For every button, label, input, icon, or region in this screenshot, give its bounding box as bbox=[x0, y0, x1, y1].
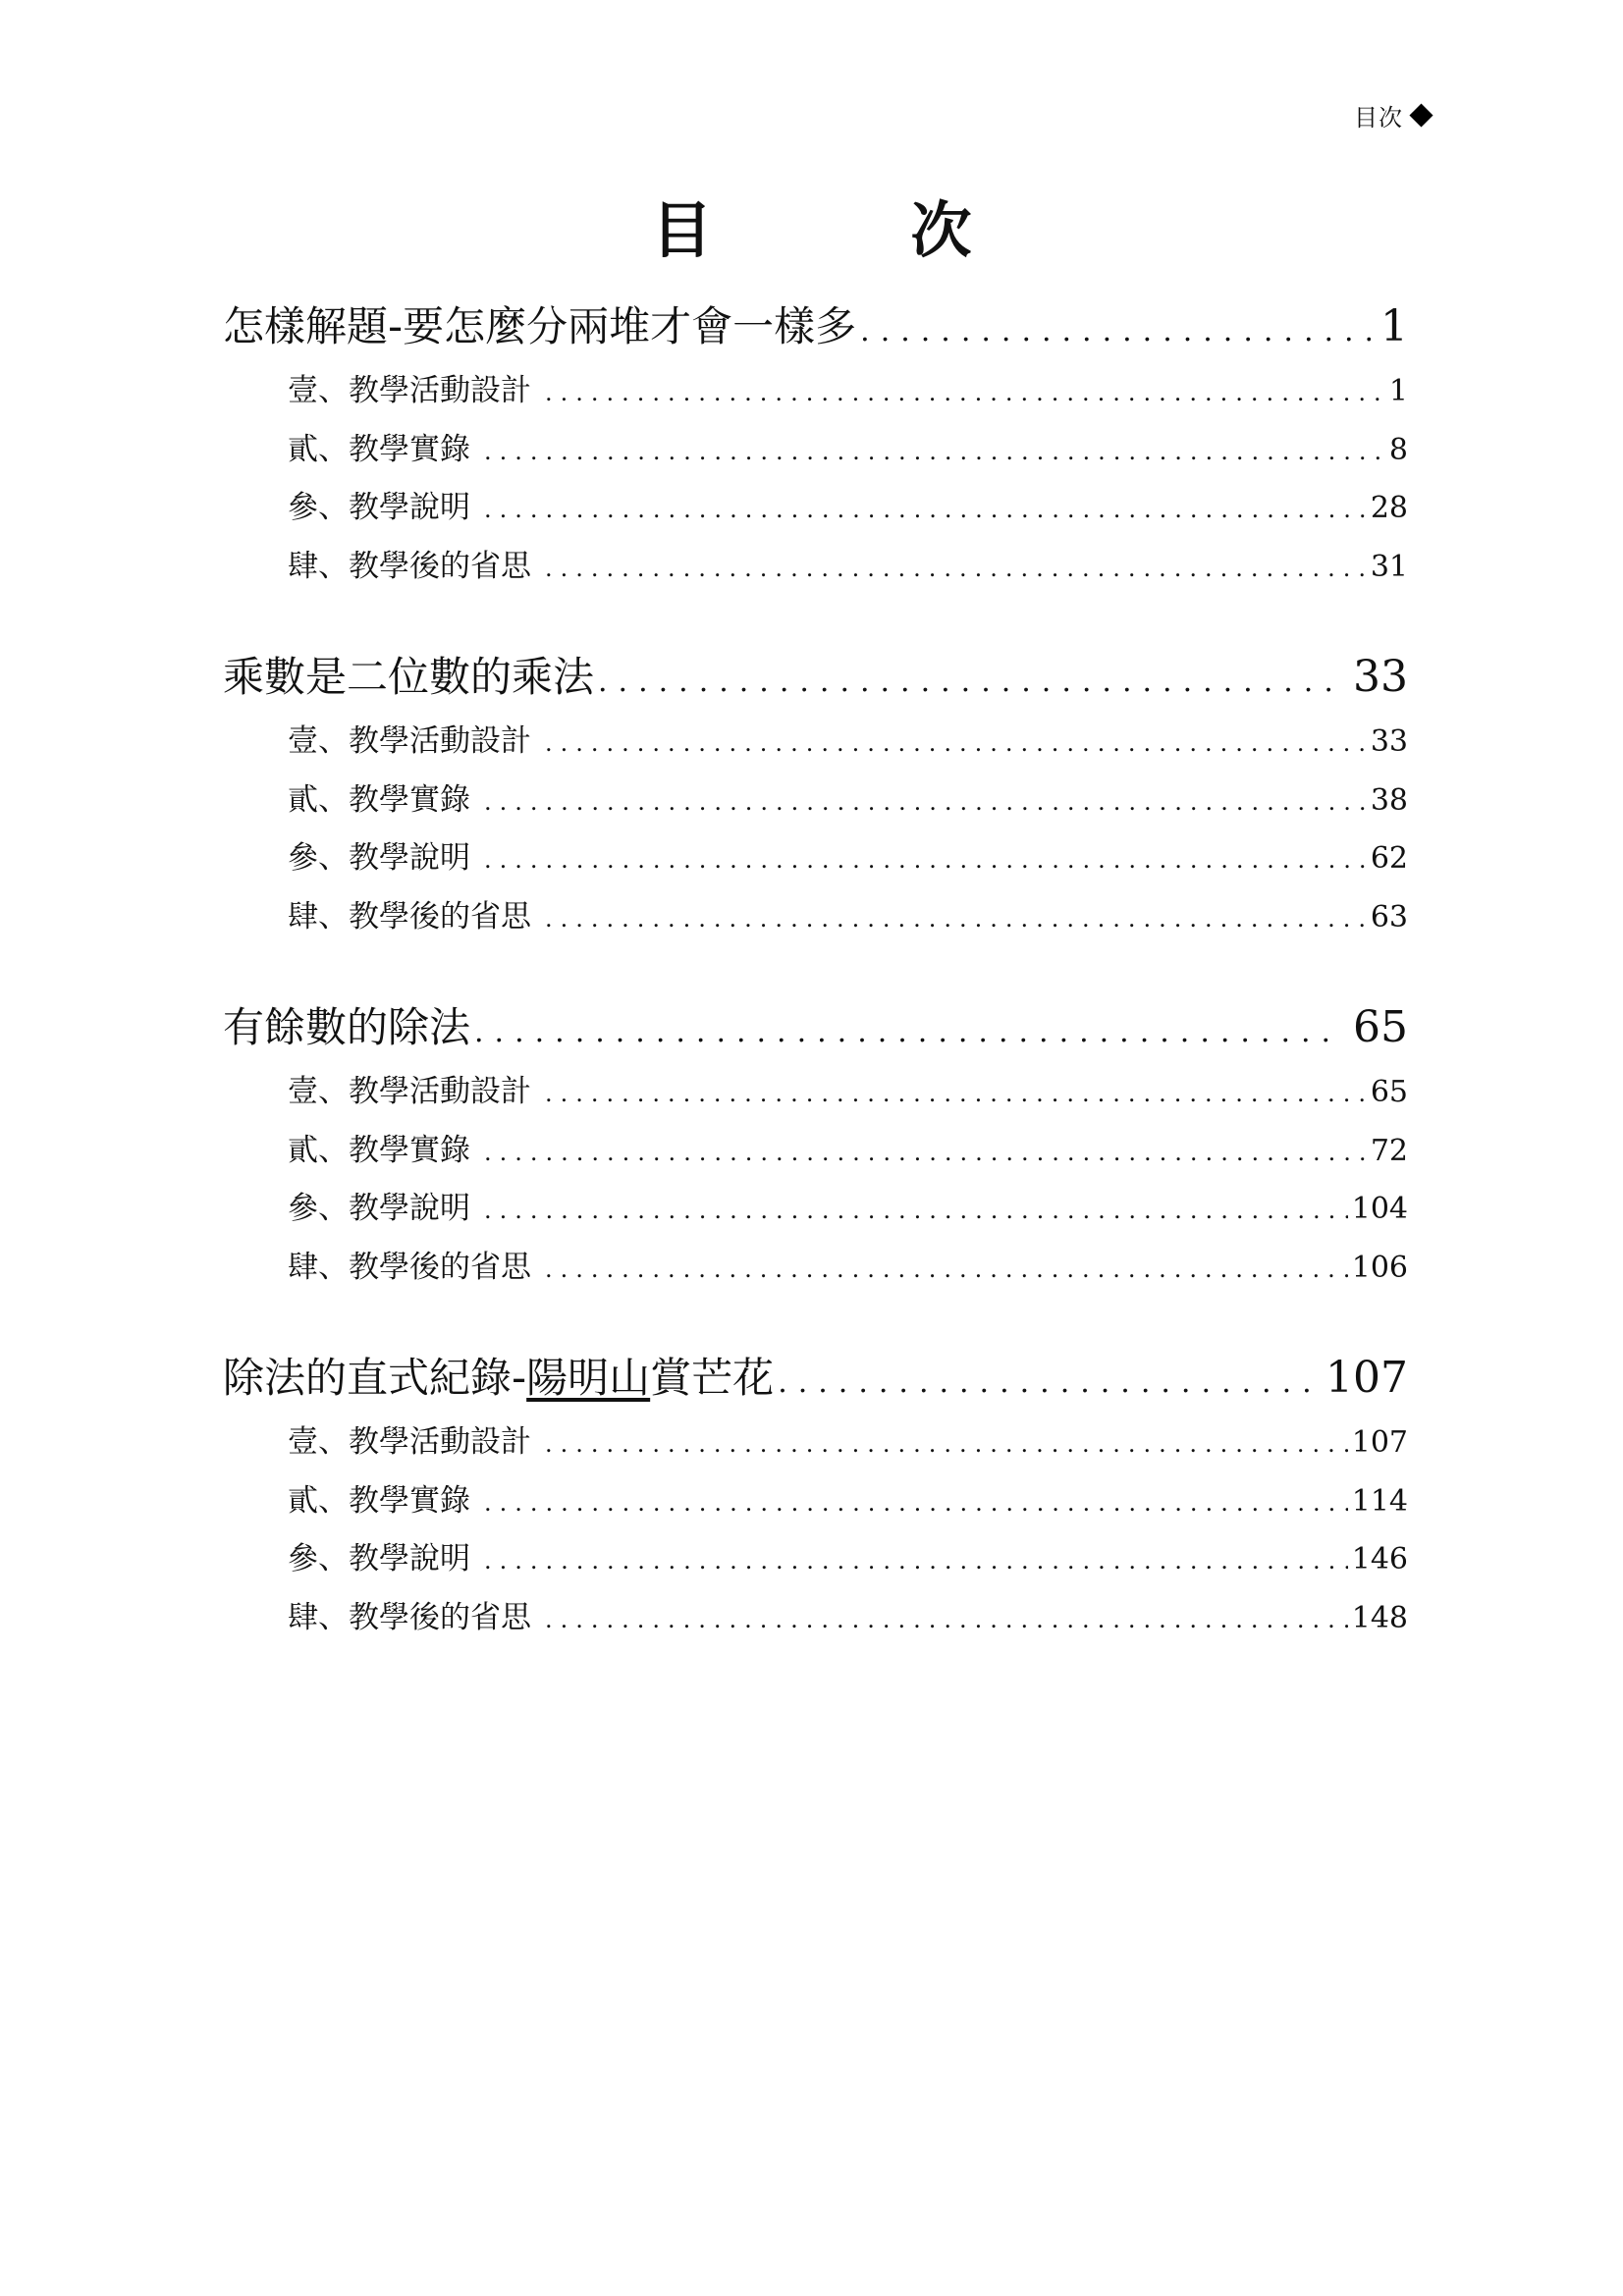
dot-leader bbox=[545, 905, 1367, 933]
section-label: 貳、教學實錄 bbox=[288, 781, 470, 818]
section-label: 壹、教學活動設計 bbox=[288, 1074, 531, 1109]
section-label: 參、教學說明 bbox=[288, 490, 470, 525]
section-entry[interactable] bbox=[288, 716, 1408, 774]
dot-leader bbox=[545, 379, 1385, 406]
section-label: 壹、教學活動設計 bbox=[288, 373, 531, 408]
dot-leader bbox=[778, 1365, 1316, 1400]
section-entry[interactable] bbox=[288, 541, 1408, 600]
section-entry[interactable] bbox=[288, 1592, 1408, 1651]
section-label: 貳、教學實錄 bbox=[288, 1482, 470, 1519]
section-label: 壹、教學活動設計 bbox=[288, 723, 531, 759]
section-label: 參、教學說明 bbox=[288, 1541, 470, 1576]
section-page-number: 107 bbox=[1351, 1425, 1408, 1460]
chapter-title-place-name: 陽明山 bbox=[526, 1354, 651, 1402]
section-page-number: 8 bbox=[1388, 432, 1408, 467]
section-entry[interactable] bbox=[288, 1475, 1408, 1534]
section-label: 肆、教學後的省思 bbox=[288, 548, 531, 584]
chapter-entry[interactable] bbox=[223, 995, 1408, 1054]
section-page-number: 62 bbox=[1370, 841, 1408, 876]
section-entry[interactable] bbox=[288, 482, 1408, 541]
section-entry[interactable] bbox=[288, 1183, 1408, 1242]
dot-leader bbox=[484, 1139, 1367, 1166]
dot-leader bbox=[484, 788, 1367, 816]
section-page-number: 31 bbox=[1370, 549, 1408, 584]
section-label: 參、教學說明 bbox=[288, 1191, 470, 1226]
diamond-icon bbox=[1409, 103, 1433, 127]
chapter-title-part: 除法的直式紀錄- bbox=[223, 1354, 527, 1402]
dot-leader bbox=[860, 314, 1371, 348]
dot-leader bbox=[545, 1255, 1348, 1283]
chapter-title: 乘數是二位數的乘法 bbox=[223, 653, 595, 701]
section-entry[interactable] bbox=[288, 832, 1408, 891]
section-label: 肆、教學後的省思 bbox=[288, 898, 531, 934]
section-label: 貳、教學實錄 bbox=[288, 1132, 470, 1168]
dot-leader bbox=[484, 1547, 1348, 1575]
section-page-number: 1 bbox=[1388, 374, 1408, 408]
chapter-page-number: 65 bbox=[1353, 1002, 1408, 1052]
section-entry[interactable] bbox=[288, 891, 1408, 950]
chapter-entry[interactable] bbox=[223, 645, 1408, 704]
chapter-entry[interactable] bbox=[223, 294, 1408, 353]
dot-leader bbox=[484, 438, 1385, 465]
chapter-page-number: 107 bbox=[1325, 1353, 1408, 1403]
section-page-number: 63 bbox=[1370, 899, 1408, 934]
section-page-number: 114 bbox=[1351, 1483, 1408, 1519]
chapter-title bbox=[223, 1346, 774, 1405]
section-entry[interactable] bbox=[288, 774, 1408, 833]
dot-leader bbox=[484, 496, 1367, 523]
chapter-title: 有餘數的除法 bbox=[223, 1003, 471, 1051]
section-entry[interactable] bbox=[288, 1242, 1408, 1301]
section-label: 肆、教學後的省思 bbox=[288, 1249, 531, 1285]
section-page-number: 72 bbox=[1370, 1133, 1408, 1168]
section-page-number: 148 bbox=[1351, 1600, 1408, 1635]
chapter-title: 怎樣解題-要怎麼分兩堆才會一樣多 bbox=[223, 302, 857, 350]
dot-leader bbox=[545, 555, 1367, 582]
section-page-number: 104 bbox=[1351, 1192, 1408, 1226]
section-list bbox=[223, 365, 1408, 599]
section-page-number: 38 bbox=[1370, 782, 1408, 818]
chapter-title-part: 賞芒花 bbox=[650, 1354, 775, 1402]
section-entry[interactable] bbox=[288, 365, 1408, 424]
dot-leader bbox=[484, 1197, 1348, 1224]
section-page-number: 33 bbox=[1370, 724, 1408, 759]
section-entry[interactable] bbox=[288, 1066, 1408, 1125]
section-list bbox=[223, 1066, 1408, 1300]
running-header-label: 目次 bbox=[1354, 104, 1403, 132]
page-title: 目 次 bbox=[651, 194, 1041, 266]
section-entry[interactable] bbox=[288, 1416, 1408, 1475]
toc-chapter bbox=[223, 645, 1408, 949]
toc-chapter bbox=[223, 995, 1408, 1300]
dot-leader bbox=[484, 846, 1367, 874]
dot-leader bbox=[545, 1606, 1348, 1633]
dot-leader bbox=[598, 665, 1343, 699]
section-list bbox=[223, 716, 1408, 949]
chapter-page-number: 33 bbox=[1353, 652, 1408, 702]
section-entry[interactable] bbox=[288, 1125, 1408, 1184]
toc-chapter bbox=[223, 294, 1408, 599]
dot-leader bbox=[545, 1430, 1348, 1458]
section-page-number: 106 bbox=[1351, 1250, 1408, 1285]
dot-leader bbox=[545, 729, 1367, 757]
chapter-entry[interactable] bbox=[223, 1346, 1408, 1405]
dot-leader bbox=[474, 1015, 1343, 1049]
section-label: 壹、教學活動設計 bbox=[288, 1424, 531, 1460]
section-page-number: 146 bbox=[1351, 1542, 1408, 1576]
chapter-page-number: 1 bbox=[1380, 301, 1408, 351]
section-page-number: 28 bbox=[1370, 491, 1408, 525]
section-entry[interactable] bbox=[288, 424, 1408, 483]
dot-leader bbox=[545, 1080, 1367, 1107]
running-header bbox=[1354, 98, 1430, 133]
dot-leader bbox=[484, 1489, 1348, 1517]
section-label: 肆、教學後的省思 bbox=[288, 1599, 531, 1635]
section-entry[interactable] bbox=[288, 1533, 1408, 1592]
section-label: 貳、教學實錄 bbox=[288, 431, 470, 467]
section-label: 參、教學說明 bbox=[288, 840, 470, 876]
section-list bbox=[223, 1416, 1408, 1650]
section-page-number: 65 bbox=[1370, 1075, 1408, 1109]
toc-chapter bbox=[223, 1346, 1408, 1650]
